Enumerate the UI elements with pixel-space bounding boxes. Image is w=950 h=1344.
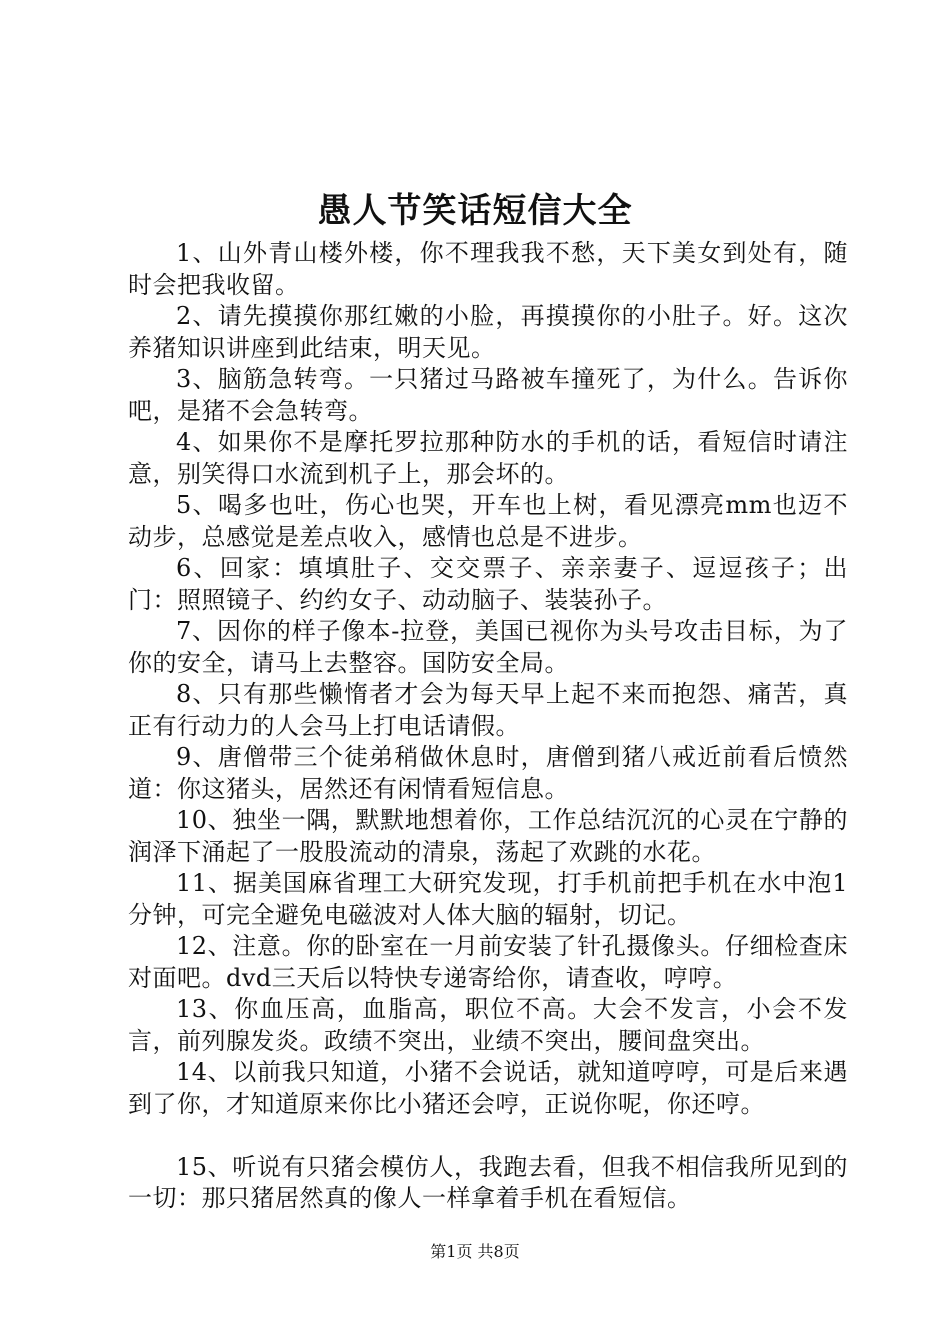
joke-paragraph-11: 11、据美国麻省理工大研究发现，打手机前把手机在水中泡1分钟，可完全避免电磁波对人体大脑的辐射，切记。 [128, 869, 848, 929]
joke-paragraph-12: 12、注意。你的卧室在一月前安装了针孔摄像头。仔细检查床对面吧。dvd三天后以特快专递寄给你，请查收，哼哼。 [128, 932, 848, 992]
joke-paragraph-4: 4、如果你不是摩托罗拉那种防水的手机的话，看短信时请注意，别笑得口水流到机子上，那会坏的。 [128, 428, 848, 488]
joke-paragraph-6: 6、回家：填填肚子、交交票子、亲亲妻子、逗逗孩子；出门：照照镜子、约约女子、动动脑子、装装孙子。 [128, 554, 848, 614]
joke-paragraph-2: 2、请先摸摸你那红嫩的小脸，再摸摸你的小肚子。好。这次养猪知识讲座到此结束，明天见。 [128, 302, 848, 362]
joke-paragraph-1: 1、山外青山楼外楼，你不理我我不愁，天下美女到处有，随时会把我收留。 [128, 239, 848, 299]
joke-paragraph-7: 7、因你的样子像本-拉登，美国已视你为头号攻击目标，为了你的安全，请马上去整容。国防安全局。 [128, 617, 848, 677]
joke-paragraph-15: 15、听说有只猪会模仿人，我跑去看，但我不相信我所见到的一切：那只猪居然真的像人一样拿着手机在看短信。 [128, 1152, 848, 1212]
joke-paragraph-5: 5、喝多也吐，伤心也哭，开车也上树，看见漂亮mm也迈不动步，总感觉是差点收入，感情也总是不进步。 [128, 491, 848, 551]
joke-paragraph-13: 13、你血压高，血脂高，职位不高。大会不发言，小会不发言，前列腺发炎。政绩不突出，业绩不突出，腰间盘突出。 [128, 995, 848, 1055]
document-body [128, 238, 848, 1215]
joke-paragraph-8: 8、只有那些懒惰者才会为每天早上起不来而抱怨、痛苦，真正有行动力的人会马上打电话请假。 [128, 680, 848, 740]
joke-paragraph-9: 9、唐僧带三个徒弟稍做休息时，唐僧到猪八戒近前看后愤然道：你这猪头，居然还有闲情看短信息。 [128, 743, 848, 803]
document-title: 愚人节笑话短信大全 [317, 191, 633, 231]
joke-paragraph-10: 10、独坐一隅，默默地想着你，工作总结沉沉的心灵在宁静的润泽下涌起了一股股流动的清泉，荡起了欢跳的水花。 [128, 806, 848, 866]
joke-paragraph-14: 14、以前我只知道，小猪不会说话，就知道哼哼，可是后来遇到了你，才知道原来你比小猪还会哼，正说你呢，你还哼。 [128, 1058, 848, 1118]
page-number-footer: 第1页 共8页 [430, 1242, 520, 1261]
joke-paragraph-3: 3、脑筋急转弯。一只猪过马路被车撞死了，为什么。告诉你吧，是猪不会急转弯。 [128, 365, 848, 425]
